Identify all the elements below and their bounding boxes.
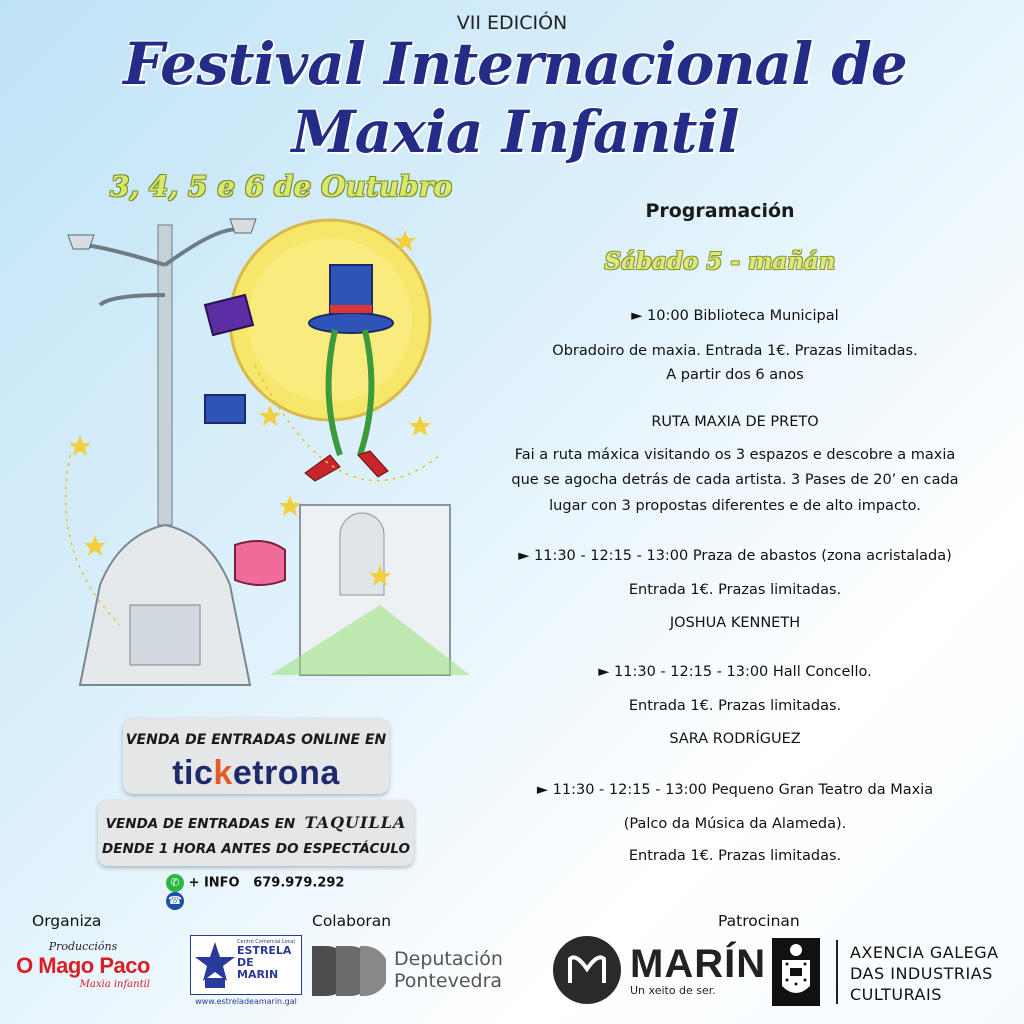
- whatsapp-icon: ✆: [166, 874, 184, 892]
- program-title: Programación: [645, 200, 795, 222]
- estrela-de-marin-logo: Centro Comercial Local ESTRELA DE MARIN www.estreladeamarin.gal: [190, 935, 302, 1009]
- program-line: ► 11:30 - 12:15 - 13:00 Praza de abastos (zona acristalada): [518, 548, 952, 564]
- program-line: ► 10:00 Biblioteca Municipal: [631, 308, 839, 324]
- colaboran-label: Colaboran: [312, 912, 392, 930]
- estrela-url: www.estreladeamarin.gal: [195, 997, 297, 1006]
- agadic-wordmark: AXENCIA GALEGA DAS INDUSTRIAS CULTURAIS: [850, 943, 999, 1004]
- box-office-box: [98, 800, 414, 866]
- taquilla-word: TAQUILLA: [304, 813, 407, 832]
- program-line: Entrada 1€. Prazas limitadas.: [628, 698, 842, 714]
- online-tickets-label: VENDA DE ENTRADAS ONLINE EN: [125, 732, 387, 748]
- program-day: Sábado 5 - mañán: [604, 248, 836, 275]
- info-phone[interactable]: 679.979.292: [253, 875, 345, 891]
- online-tickets-box[interactable]: [123, 718, 389, 794]
- program-line: que se agocha detrás de cada artista. 3 Pases de 20’ en cada: [511, 472, 959, 488]
- box-office-line-1: VENDA DE ENTRADAS EN TAQUILLA: [105, 813, 407, 832]
- edition-label: VII EDICIÓN: [456, 12, 568, 34]
- program-line: (Palco da Música da Alameda).: [623, 816, 847, 832]
- mago-paco-logo: Produccións O Mago Paco Maxia infantil: [16, 940, 150, 990]
- patrocinan-label: Patrocinan: [718, 912, 800, 930]
- agadic-divider: [836, 940, 838, 1004]
- info-label: + INFO: [188, 875, 240, 891]
- phone-icon: ☎: [166, 892, 184, 910]
- festival-dates: 3, 4, 5 e 6 de Outubro: [110, 170, 453, 203]
- festival-title: Festival Internacional de Maxia Infantil: [123, 30, 907, 166]
- program-line: ► 11:30 - 12:15 - 13:00 Hall Concello.: [598, 664, 872, 680]
- organiza-label: Organiza: [32, 912, 102, 930]
- program-line: Entrada 1€. Prazas limitadas.: [628, 848, 842, 864]
- star-icon: [195, 940, 235, 990]
- xunta-shield-icon: [772, 938, 820, 1006]
- program-line: Fai a ruta máxica visitando os 3 espazos e descobre a maxia: [514, 447, 956, 463]
- deputacion-pontevedra-logo: Deputación Pontevedra: [310, 940, 540, 1004]
- marin-wordmark: MARÍN Un xeito de ser.: [630, 942, 767, 997]
- program-line: A partir dos 6 anos: [666, 367, 804, 383]
- ticketrona-logo[interactable]: ticketrona: [172, 754, 340, 792]
- program-line: Entrada 1€. Prazas limitadas.: [628, 582, 842, 598]
- marin-logo-icon: [552, 935, 622, 1005]
- program-line: RUTA MAXIA DE PRETO: [651, 414, 819, 430]
- deputacion-icon: [310, 942, 386, 1000]
- program-line: JOSHUA KENNETH: [669, 615, 801, 631]
- program-line: SARA RODRÍGUEZ: [669, 731, 801, 747]
- info-line: [166, 874, 356, 907]
- program-line: Obradoiro de maxia. Entrada 1€. Prazas limitadas.: [552, 343, 918, 359]
- program-line: ► 11:30 - 12:15 - 13:00 Pequeno Gran Teatro da Maxia: [536, 782, 934, 798]
- magician-illustration: [40, 205, 470, 705]
- box-office-line-2: DENDE 1 HORA ANTES DO ESPECTÁCULO: [102, 841, 410, 857]
- program-line: lugar con 3 propostas diferentes e de alto impacto.: [549, 498, 921, 514]
